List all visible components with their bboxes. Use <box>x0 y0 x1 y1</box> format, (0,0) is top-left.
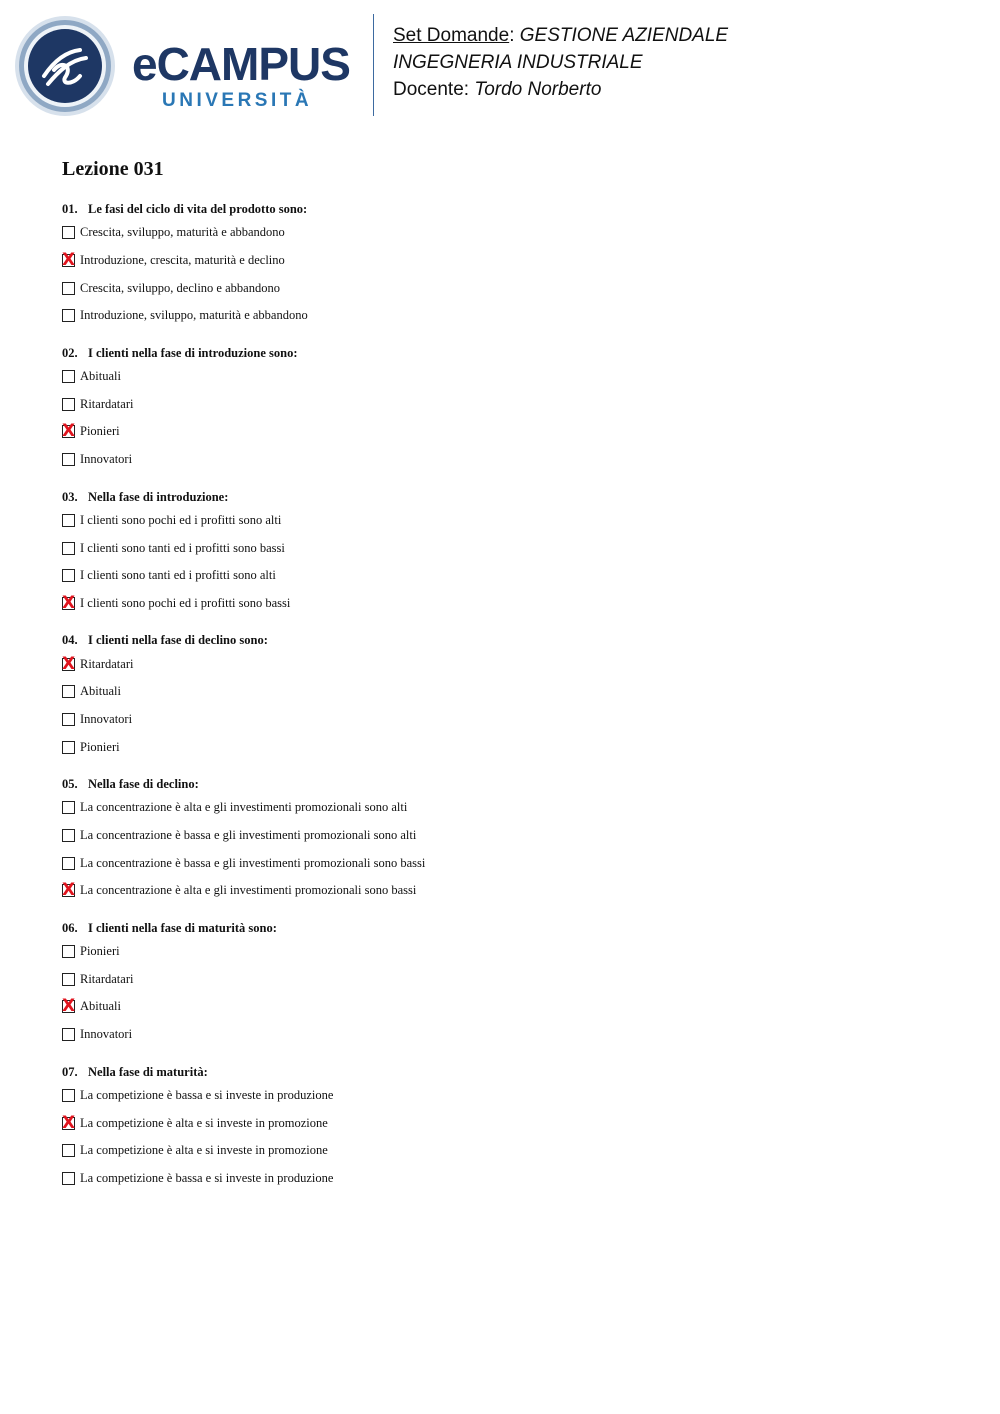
question-title <box>60 1062 940 1082</box>
question-number: 05. <box>62 777 78 791</box>
answer-label: La competizione è bassa e si investe in produzione <box>80 1170 334 1185</box>
answer-option[interactable] <box>60 678 940 706</box>
answer-label: Pionieri <box>80 944 120 959</box>
answer-option[interactable] <box>60 274 940 302</box>
answer-option[interactable] <box>60 507 940 535</box>
answer-option[interactable] <box>60 993 940 1021</box>
answer-option[interactable] <box>60 390 940 418</box>
answer-option[interactable] <box>60 706 940 734</box>
question-text: I clienti nella fase di introduzione sono: <box>88 345 298 360</box>
question-number: 07. <box>62 1064 78 1079</box>
question-text: I clienti nella fase di declino sono: <box>88 633 268 648</box>
answer-option[interactable] <box>60 877 940 905</box>
answer-label: Abituali <box>80 999 121 1014</box>
question-number: 01. <box>62 202 78 216</box>
checkbox-icon[interactable] <box>62 1028 75 1041</box>
header-text <box>393 22 728 103</box>
course-title: GESTIONE AZIENDALE <box>519 25 729 46</box>
answer-option[interactable] <box>60 1021 940 1049</box>
checkbox-icon[interactable] <box>62 945 75 958</box>
question-text: Nella fase di introduzione: <box>88 489 229 504</box>
logo-sub-text: UNIVERSITÀ <box>162 90 313 111</box>
set-label: Set Domande <box>393 25 510 46</box>
checkbox-icon[interactable] <box>62 1172 75 1185</box>
answer-label: Crescita, sviluppo, maturità e abbandono <box>80 225 285 240</box>
answer-option[interactable] <box>60 534 940 562</box>
answer-label: Abituali <box>80 684 121 699</box>
answer-label: Ritardatari <box>80 971 134 986</box>
answer-label: Ritardatari <box>80 396 134 411</box>
answer-label: La competizione è alta e si investe in promozione <box>80 1115 328 1130</box>
question-block <box>60 918 940 1049</box>
answer-label: La competizione è bassa e si investe in produzione <box>80 1087 334 1102</box>
checked-box-icon[interactable] <box>62 597 75 610</box>
question-block <box>60 774 940 905</box>
answer-option[interactable] <box>60 1082 940 1110</box>
checkbox-icon[interactable] <box>62 801 75 814</box>
question-title <box>60 918 940 938</box>
answer-option[interactable] <box>60 965 940 993</box>
answer-option[interactable] <box>60 849 940 877</box>
checked-box-icon[interactable] <box>62 425 75 438</box>
answer-option[interactable] <box>60 590 940 618</box>
checkbox-icon[interactable] <box>62 542 75 555</box>
answer-option[interactable] <box>60 562 940 590</box>
answer-label: Pionieri <box>80 424 120 439</box>
question-block <box>60 630 940 761</box>
question-list <box>60 199 940 1205</box>
teacher-name: Tordo Norberto <box>474 79 602 100</box>
checked-box-icon[interactable] <box>62 658 75 671</box>
logo-brand-text: eCAMPUS <box>132 38 350 90</box>
question-title <box>60 774 940 794</box>
course-subtitle: INGEGNERIA INDUSTRIALE <box>393 52 643 73</box>
lesson-title: Lezione 031 <box>62 158 164 180</box>
answer-label: Introduzione, sviluppo, maturità e abbandono <box>80 308 308 323</box>
question-text: Le fasi del ciclo di vita del prodotto sono: <box>88 202 308 216</box>
ecampus-logo <box>14 14 359 118</box>
checked-box-icon[interactable] <box>62 1117 75 1130</box>
question-number: 06. <box>62 920 78 935</box>
answer-option[interactable] <box>60 1137 940 1165</box>
answer-label: La concentrazione è bassa e gli investimenti promozionali sono alti <box>80 828 417 843</box>
answer-option[interactable] <box>60 302 940 330</box>
checkbox-icon[interactable] <box>62 1144 75 1157</box>
question-number: 03. <box>62 489 78 504</box>
question-title <box>60 487 940 507</box>
question-block <box>60 1062 940 1193</box>
checkbox-icon[interactable] <box>62 226 75 239</box>
checkbox-icon[interactable] <box>62 685 75 698</box>
teacher-label: Docente: <box>393 79 475 100</box>
answer-label: Crescita, sviluppo, declino e abbandono <box>80 280 280 295</box>
answer-label: La competizione è alta e si investe in promozione <box>80 1143 328 1158</box>
checkbox-icon[interactable] <box>62 1089 75 1102</box>
question-title <box>60 343 940 363</box>
question-title <box>60 199 940 219</box>
checkbox-icon[interactable] <box>62 398 75 411</box>
answer-label: Innovatori <box>80 1027 133 1042</box>
set-separator: : <box>509 25 520 46</box>
answer-option[interactable] <box>60 733 940 761</box>
checkbox-icon[interactable] <box>62 569 75 582</box>
checkbox-icon[interactable] <box>62 857 75 870</box>
checkbox-icon[interactable] <box>62 370 75 383</box>
checked-box-icon[interactable] <box>62 884 75 897</box>
answer-option[interactable] <box>60 247 940 275</box>
checked-box-icon[interactable] <box>62 254 75 267</box>
answer-label: I clienti sono tanti ed i profitti sono alti <box>80 568 276 583</box>
page-header <box>0 0 1000 130</box>
answer-option[interactable] <box>60 446 940 474</box>
answer-option[interactable] <box>60 822 940 850</box>
answer-label: I clienti sono pochi ed i profitti sono bassi <box>80 595 291 610</box>
checkbox-icon[interactable] <box>62 741 75 754</box>
answer-label: Abituali <box>80 369 121 384</box>
checkbox-icon[interactable] <box>62 713 75 726</box>
answer-option[interactable] <box>60 1165 940 1193</box>
answer-label: La concentrazione è bassa e gli investimenti promozionali sono bassi <box>80 855 426 870</box>
answer-label: Pionieri <box>80 739 120 754</box>
checkbox-icon[interactable] <box>62 309 75 322</box>
checkbox-icon[interactable] <box>62 973 75 986</box>
question-block <box>60 199 940 330</box>
answer-label: Introduzione, crescita, maturità e declino <box>80 253 285 268</box>
answer-option[interactable] <box>60 363 940 391</box>
question-number: 04. <box>62 633 78 648</box>
answer-label: I clienti sono tanti ed i profitti sono bassi <box>80 540 285 555</box>
header-divider <box>373 14 374 116</box>
question-number: 02. <box>62 345 78 360</box>
answer-label: La concentrazione è alta e gli investimenti promozionali sono bassi <box>80 883 417 898</box>
checkbox-icon[interactable] <box>62 514 75 527</box>
checked-box-icon[interactable] <box>62 1000 75 1013</box>
answer-label: I clienti sono pochi ed i profitti sono alti <box>80 512 282 527</box>
answer-option[interactable] <box>60 418 940 446</box>
checkbox-icon[interactable] <box>62 282 75 295</box>
answer-label: Innovatori <box>80 452 133 467</box>
answer-label: La concentrazione è alta e gli investimenti promozionali sono alti <box>80 800 408 815</box>
question-text: Nella fase di declino: <box>88 777 199 791</box>
question-text: Nella fase di maturità: <box>88 1064 208 1079</box>
answer-option[interactable] <box>60 1109 940 1137</box>
checkbox-icon[interactable] <box>62 829 75 842</box>
answer-option[interactable] <box>60 219 940 247</box>
checkbox-icon[interactable] <box>62 453 75 466</box>
question-title <box>60 630 940 650</box>
answer-label: Innovatori <box>80 711 133 726</box>
question-block <box>60 343 940 474</box>
answer-label: Ritardatari <box>80 656 134 671</box>
answer-option[interactable] <box>60 794 940 822</box>
answer-option[interactable] <box>60 938 940 966</box>
question-text: I clienti nella fase di maturità sono: <box>88 920 277 935</box>
question-block <box>60 487 940 618</box>
answer-option[interactable] <box>60 650 940 678</box>
